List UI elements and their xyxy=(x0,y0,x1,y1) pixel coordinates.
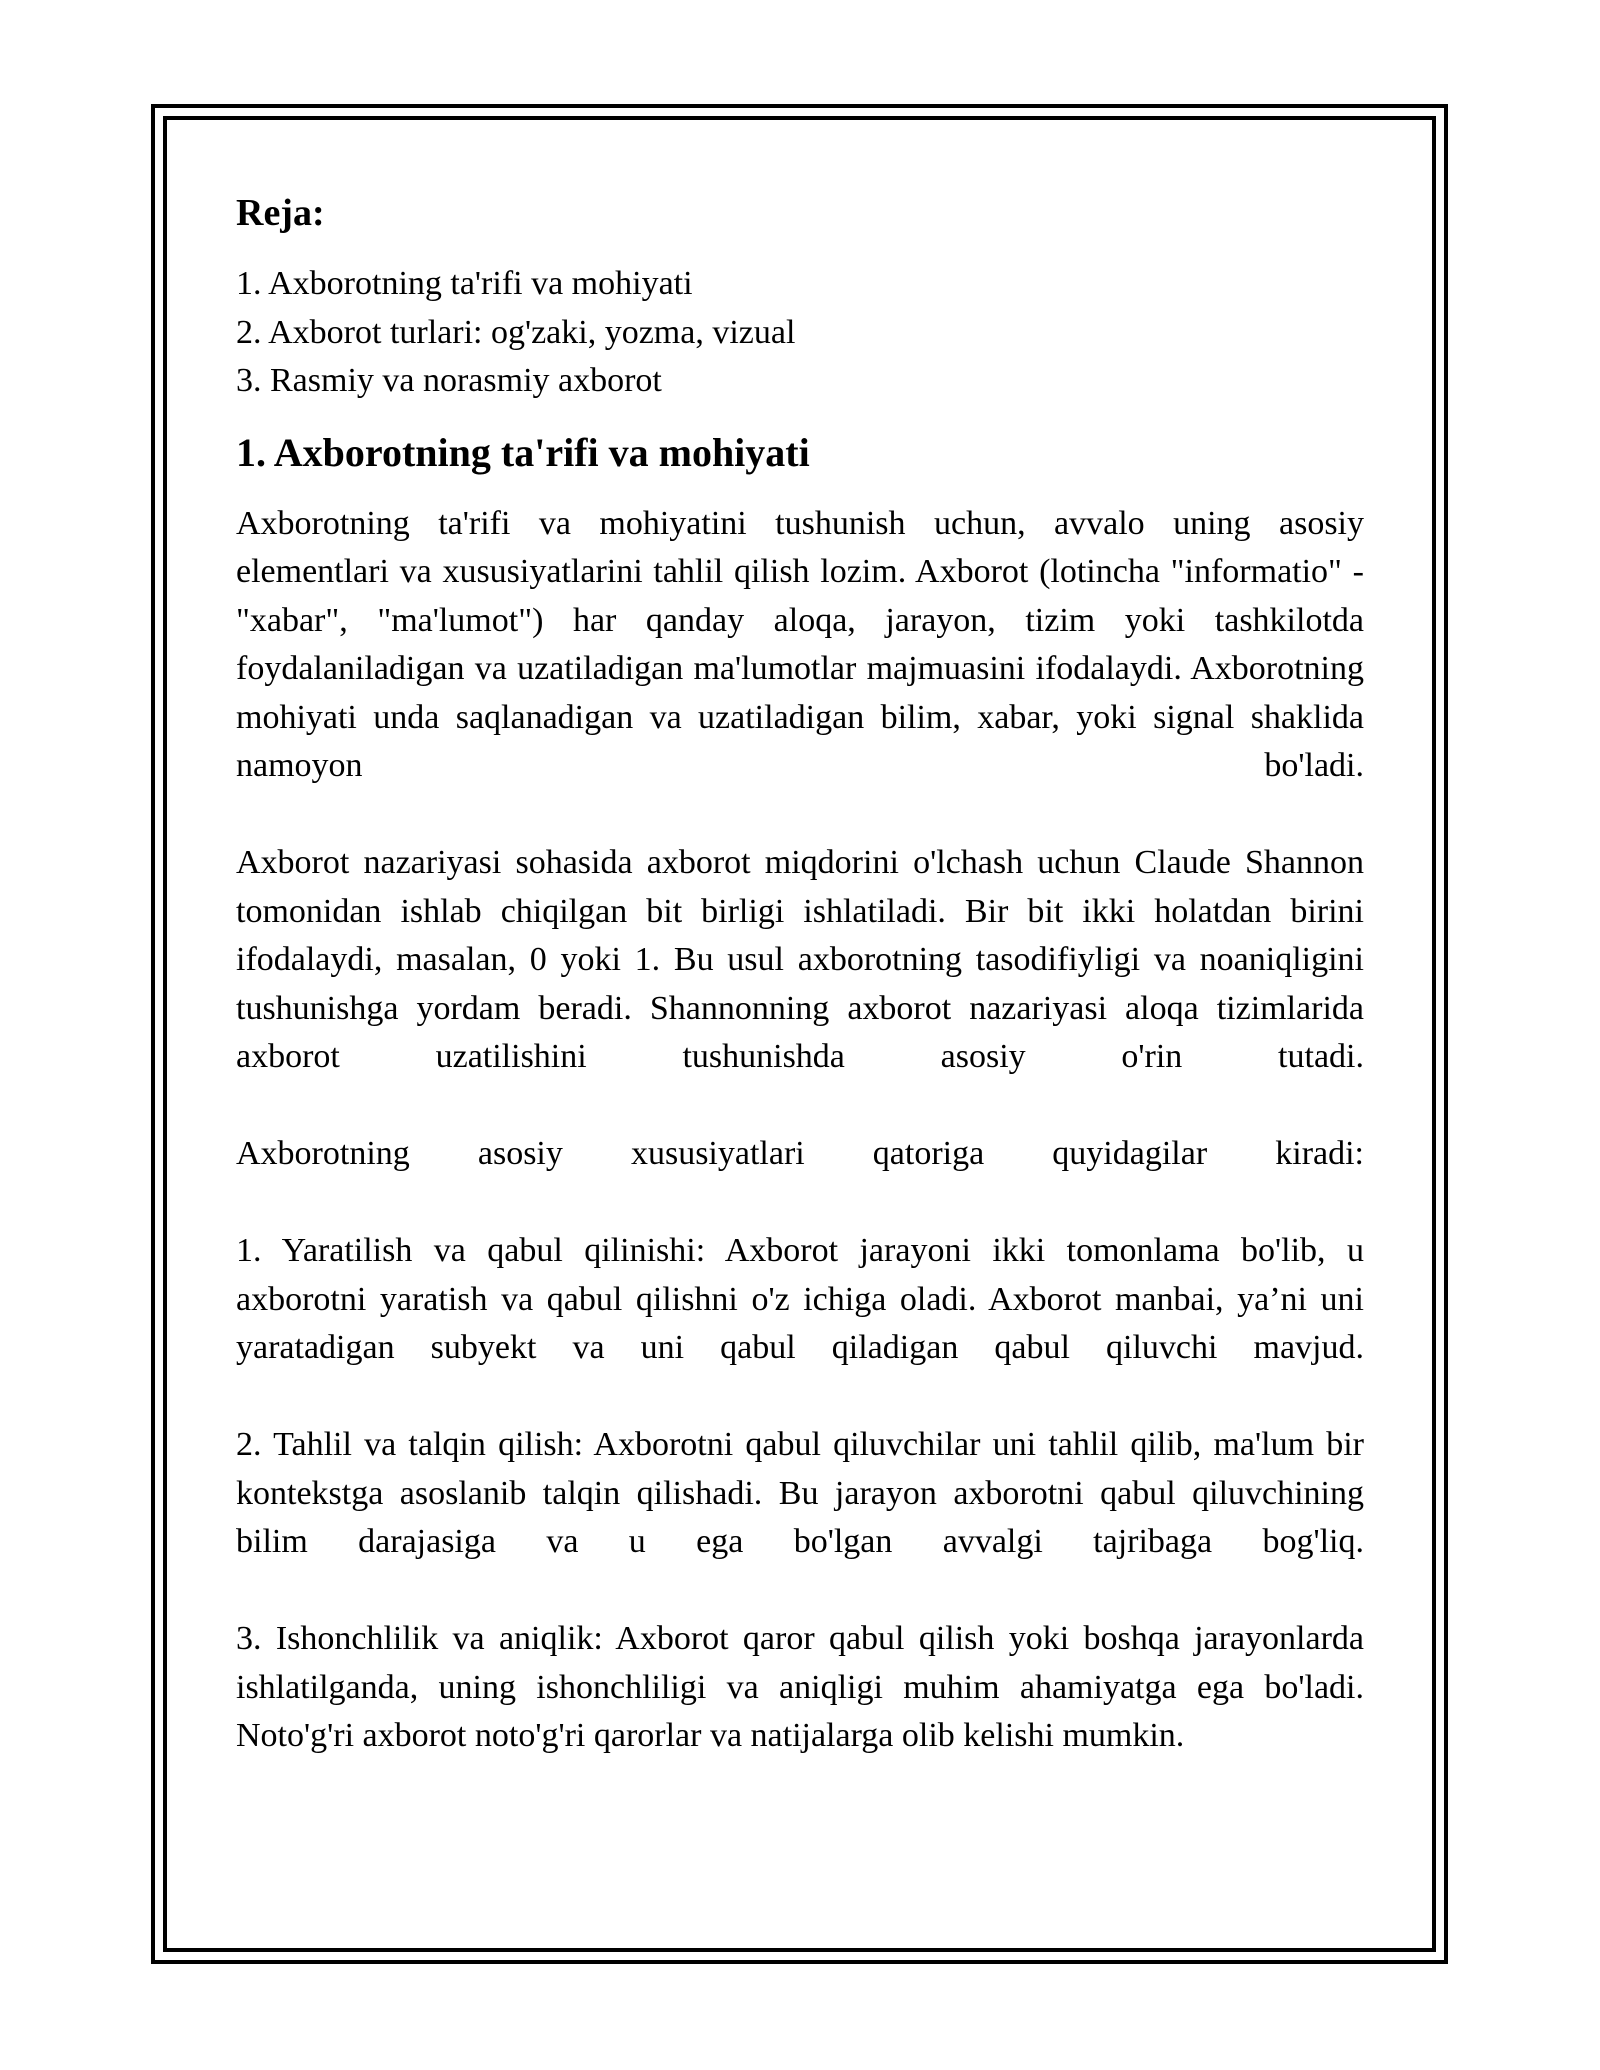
plan-heading: Reja: xyxy=(236,192,325,234)
paragraph-property-1: 1. Yaratilish va qabul qilinishi: Axborot jarayoni ikki tomonlama bo'lib, u axborotni yaratish va qabul qilishni o'z ichiga oladi. Axborot manbai, ya’ni uni yaratadigan subyekt va uni qabul qiladigan qabul qiluvchi mavjud. xyxy=(236,1232,1364,1366)
plan-item-1: 1. Axborotning ta'rifi va mohiyati xyxy=(236,265,693,302)
section-heading: 1. Axborotning ta'rifi va mohiyati xyxy=(236,429,810,475)
plan-list xyxy=(236,260,1364,406)
document-body xyxy=(236,188,1364,1809)
paragraph-shannon: Axborot nazariyasi sohasida axborot miqdorini o'lchash uchun Claude Shannon tomonidan ishlab chiqilgan bit birligi ishlatiladi. Bir bit ikki holatdan birini ifodalaydi, masalan, 0 yoki 1. Bu usul axborotning tasodifiyligi va noaniqligini tushunishga yordam beradi. Shannonning axborot nazariyasi aloqa tizimlarida axborot uzatilishini tushunishda asosiy o'rin tutadi. xyxy=(236,844,1364,1075)
plan-item-3: 3. Rasmiy va norasmiy axborot xyxy=(236,362,662,399)
paragraph-definition: Axborotning ta'rifi va mohiyatini tushunish uchun, avvalo uning asosiy elementlari va xususiyatlarini tahlil qilish lozim. Axborot (lotincha "informatio" - "xabar", "ma'lumot") har qanday aloqa, jarayon, tizim yoki tashkilotda foydalaniladigan va uzatiladigan ma'lumotlar majmuasini ifodalaydi. Axborotning mohiyati unda saqlanadigan va uzatiladigan bilim, xabar, yoki signal shaklida namoyon bo'ladi. xyxy=(236,504,1364,784)
paragraph-property-2: 2. Tahlil va talqin qilish: Axborotni qabul qiluvchilar uni tahlil qilib, ma'lum bir kontekstga asoslanib talqin qilishadi. Bu jarayon axborotni qabul qiluvchining bilim darajasiga va u ega bo'lgan avvalgi tajribaga bog'liq. xyxy=(236,1426,1364,1560)
paragraph-properties-intro: Axborotning asosiy xususiyatlari qatoriga quyidagilar kiradi: xyxy=(236,1135,1364,1172)
plan-item-2: 2. Axborot turlari: og'zaki, yozma, vizual xyxy=(236,313,796,351)
paragraph-property-3: 3. Ishonchlilik va aniqlik: Axborot qaror qabul qilish yoki boshqa jarayonlarda ishlatilganda, uning ishonchliligi va aniqligi muhim ahamiyatga ega bo'ladi. Noto'g'ri axborot noto'g'ri qarorlar va natijalarga olib kelishi mumkin. xyxy=(236,1620,1364,1754)
